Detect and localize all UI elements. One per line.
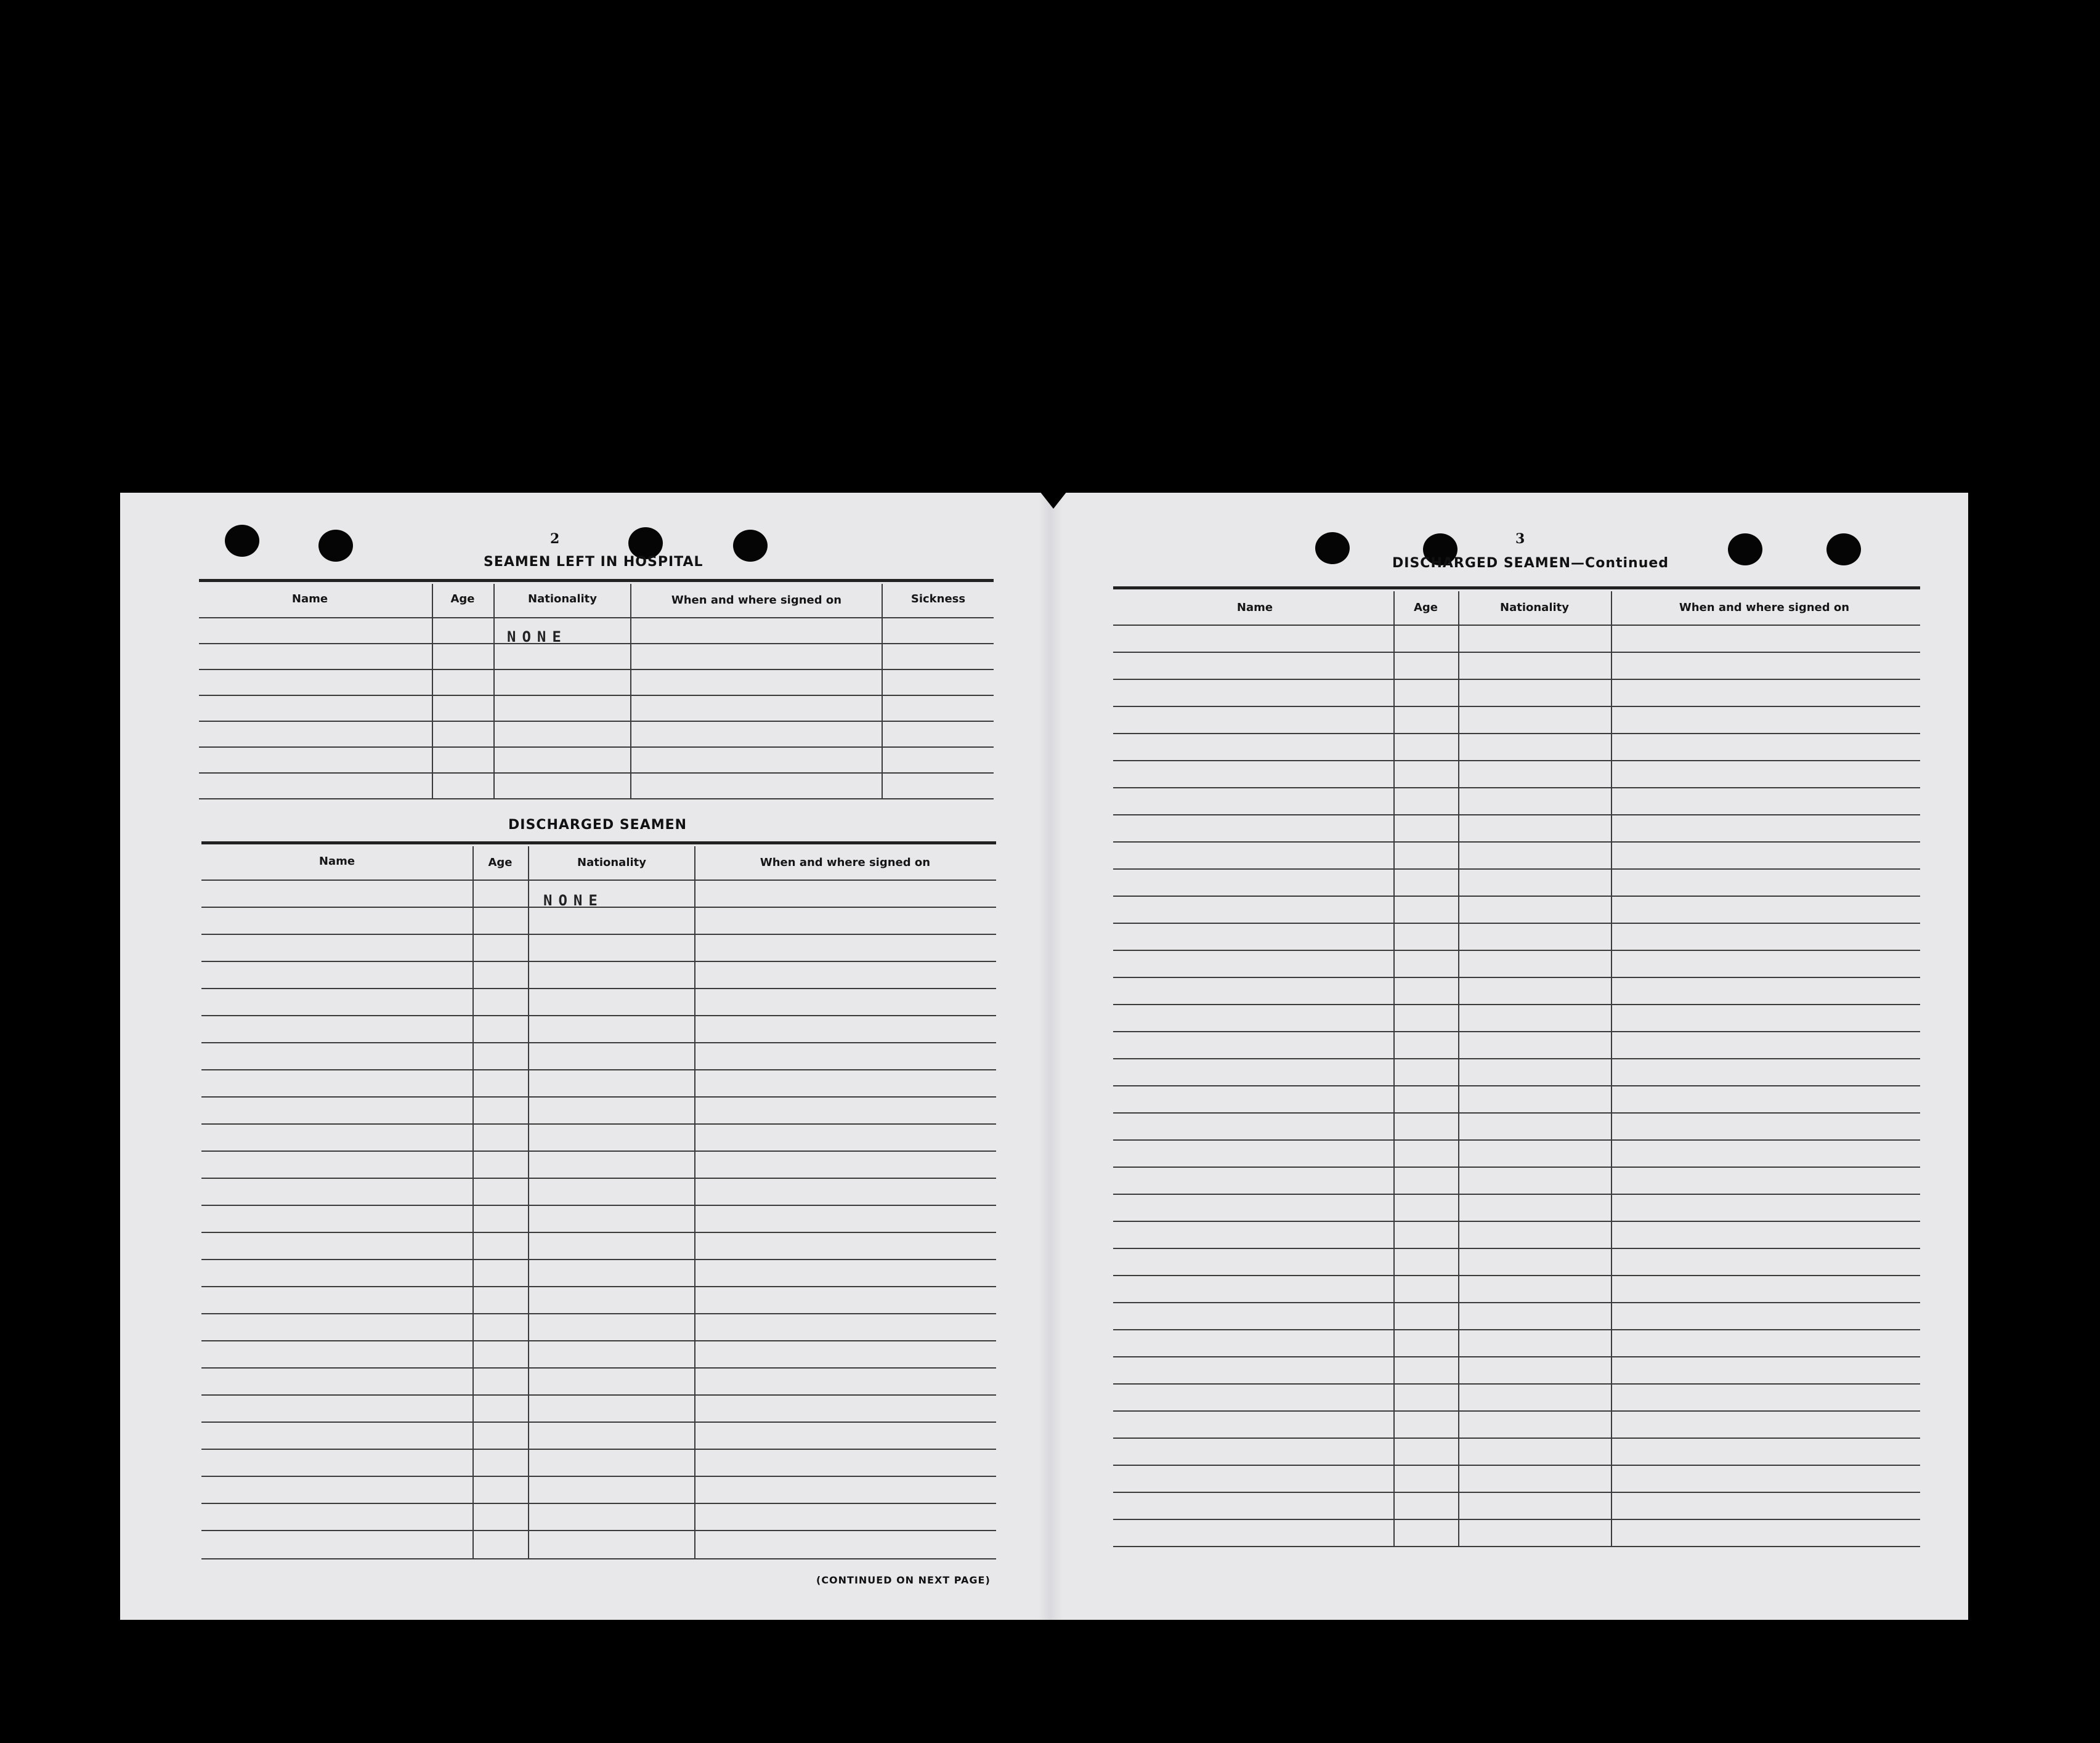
column-header-signed-on: When and where signed on — [1679, 601, 1850, 614]
column-header-signed-on: When and where signed on — [671, 594, 842, 607]
punch-hole — [318, 530, 353, 562]
column-header-age: Age — [450, 592, 475, 605]
column-header-nationality: Nationality — [577, 856, 646, 869]
column-header-name: Name — [318, 855, 355, 868]
column-header-sickness: Sickness — [910, 592, 966, 605]
column-header-age: Age — [488, 856, 513, 869]
column-header-nationality: Nationality — [1500, 601, 1569, 614]
page-number: 3 — [1515, 531, 1525, 547]
document-sheet — [120, 493, 1968, 1620]
punch-hole — [733, 530, 768, 562]
discharged-entry-none: NONE — [543, 892, 604, 909]
column-header-age: Age — [1413, 601, 1438, 614]
discharged-continued-title: DISCHARGED SEAMEN—Continued — [1392, 556, 1669, 571]
column-header-name: Name — [291, 592, 328, 605]
hospital-entry-none: NONE — [507, 628, 567, 645]
continued-footer: (CONTINUED ON NEXT PAGE) — [816, 1574, 991, 1586]
column-header-signed-on: When and where signed on — [760, 856, 931, 869]
column-header-nationality: Nationality — [528, 592, 597, 605]
hospital-section-title: SEAMEN LEFT IN HOSPITAL — [484, 554, 703, 570]
discharged-section-title: DISCHARGED SEAMEN — [508, 817, 687, 833]
column-header-name: Name — [1236, 601, 1273, 614]
hospital-table — [199, 579, 994, 801]
discharged-table — [201, 841, 996, 1568]
discharged-continued-table — [1113, 586, 1920, 1566]
torn-edge — [1020, 466, 1087, 509]
punch-hole — [225, 525, 259, 557]
page-number: 2 — [550, 531, 560, 547]
punch-hole — [1826, 533, 1861, 565]
punch-hole — [1315, 532, 1350, 564]
center-fold — [1038, 493, 1063, 1620]
punch-hole — [1728, 533, 1762, 565]
